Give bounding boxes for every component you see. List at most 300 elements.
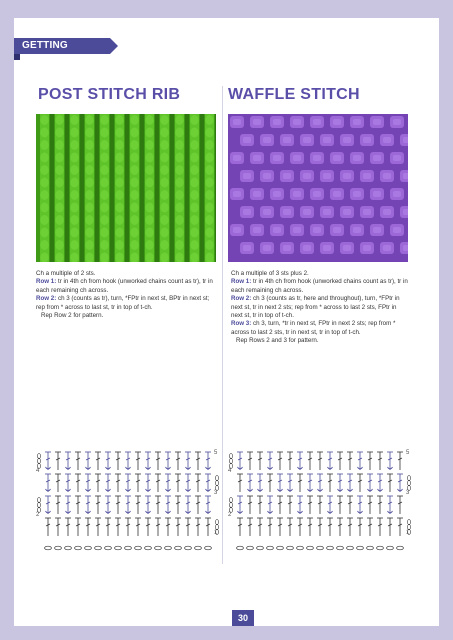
rib-loop	[55, 165, 63, 175]
rib-valley	[80, 114, 84, 262]
frame-right	[439, 0, 453, 640]
rib-loop	[205, 165, 213, 175]
left-title: POST STITCH RIB	[38, 86, 181, 103]
rib-loop	[85, 128, 93, 138]
rib-loop	[160, 228, 168, 238]
chain-stitch	[175, 546, 182, 550]
waffle-highlight	[253, 191, 261, 197]
turning-chain	[407, 481, 410, 486]
rib-loop	[100, 178, 108, 188]
rib-loop	[190, 215, 198, 225]
rib-loop	[115, 153, 123, 163]
waffle-highlight	[343, 245, 351, 251]
rib-loop	[205, 140, 213, 150]
rib-loop	[205, 115, 213, 125]
rib-loop	[55, 128, 63, 138]
chain-stitch	[307, 546, 314, 550]
rib-loop	[160, 115, 168, 125]
rib-loop	[190, 140, 198, 150]
rib-loop	[70, 240, 78, 250]
waffle-highlight	[243, 245, 251, 251]
rib-loop	[115, 190, 123, 200]
right-row-2: Row 2: ch 3 (counts as tr, here and throughout), turn, *FPtr in next st, tr in next 2 sts; rep from * across to last 2 sts, FPtr in next st, tr in top of t-ch.	[231, 295, 400, 320]
waffle-highlight	[373, 191, 381, 197]
waffle-highlight	[293, 119, 301, 125]
waffle-highlight	[293, 155, 301, 161]
chain-stitch	[397, 546, 404, 550]
rib-loop	[160, 165, 168, 175]
chain-stitch	[347, 546, 354, 550]
rib-loop	[145, 153, 153, 163]
waffle-highlight	[383, 137, 391, 143]
rib-loop	[175, 240, 183, 250]
turning-chain	[215, 525, 218, 530]
rib-valley	[215, 114, 216, 262]
rib-valley	[65, 114, 69, 262]
rib-loop	[130, 128, 138, 138]
turning-chain	[229, 503, 232, 508]
chain-stitch	[377, 546, 384, 550]
waffle-highlight	[373, 155, 381, 161]
rib-loop	[70, 215, 78, 225]
rib-loop	[130, 140, 138, 150]
rib-loop	[160, 178, 168, 188]
right-instructions	[231, 270, 409, 346]
frame-bottom	[0, 626, 453, 640]
rib-loop	[130, 203, 138, 213]
rib-loop	[130, 178, 138, 188]
rib-loop	[40, 228, 48, 238]
rib-loop	[115, 140, 123, 150]
waffle-highlight	[243, 137, 251, 143]
rib-loop	[190, 128, 198, 138]
chain-stitch	[257, 546, 264, 550]
rib-valley	[125, 114, 129, 262]
frame-left	[0, 0, 14, 640]
rib-loop	[55, 215, 63, 225]
waffle-highlight	[303, 137, 311, 143]
rib-loop	[115, 128, 123, 138]
waffle-highlight	[233, 227, 241, 233]
waffle-highlight	[353, 191, 361, 197]
rib-loop	[40, 178, 48, 188]
rib-loop	[190, 240, 198, 250]
waffle-highlight	[383, 245, 391, 251]
rib-loop	[175, 140, 183, 150]
rib-loop	[55, 228, 63, 238]
rib-loop	[85, 115, 93, 125]
rib-loop	[70, 115, 78, 125]
chain-stitch	[277, 546, 284, 550]
rib-loop	[70, 128, 78, 138]
rib-loop	[100, 228, 108, 238]
chain-stitch	[95, 546, 102, 550]
chain-stitch	[75, 546, 82, 550]
waffle-highlight	[263, 173, 271, 179]
turning-chain	[37, 498, 40, 503]
chain-stitch	[247, 546, 254, 550]
rib-loop	[160, 190, 168, 200]
rib-loop	[160, 140, 168, 150]
waffle-highlight	[373, 119, 381, 125]
waffle-highlight	[403, 137, 408, 143]
post-stitch-rib-photo	[36, 114, 216, 262]
rib-loop	[145, 165, 153, 175]
rib-valley	[200, 114, 204, 262]
rib-loop	[190, 190, 198, 200]
rib-loop	[100, 240, 108, 250]
rib-loop	[100, 153, 108, 163]
waffle-highlight	[233, 155, 241, 161]
waffle-highlight	[233, 191, 241, 197]
chain-stitch	[55, 546, 62, 550]
chain-stitch	[205, 546, 212, 550]
rib-valley	[170, 114, 174, 262]
rib-loop	[85, 140, 93, 150]
waffle-highlight	[283, 245, 291, 251]
waffle-highlight	[283, 173, 291, 179]
chain-stitch	[115, 546, 122, 550]
rib-loop	[175, 190, 183, 200]
rib-loop	[145, 115, 153, 125]
rib-loop	[55, 115, 63, 125]
waffle-highlight	[293, 227, 301, 233]
rib-loop	[160, 240, 168, 250]
rib-loop	[205, 215, 213, 225]
chain-stitch	[195, 546, 202, 550]
turning-chain	[229, 459, 232, 464]
chain-stitch	[105, 546, 112, 550]
rib-loop	[145, 228, 153, 238]
waffle-highlight	[253, 227, 261, 233]
rib-valley	[155, 114, 159, 262]
chain-stitch	[185, 546, 192, 550]
chain-stitch	[367, 546, 374, 550]
chain-stitch	[65, 546, 72, 550]
rib-loop	[160, 128, 168, 138]
rib-loop	[190, 228, 198, 238]
rib-loop	[190, 203, 198, 213]
turning-chain	[215, 520, 218, 525]
waffle-highlight	[303, 173, 311, 179]
waffle-highlight	[333, 119, 341, 125]
rib-loop	[100, 128, 108, 138]
chain-stitch	[135, 546, 142, 550]
waffle-highlight	[403, 173, 408, 179]
rib-valley	[140, 114, 144, 262]
waffle-highlight	[303, 245, 311, 251]
chain-stitch	[357, 546, 364, 550]
rib-loop	[70, 153, 78, 163]
waffle-highlight	[283, 209, 291, 215]
right-row-3: Row 3: ch 3, turn, *tr in next st, FPtr in next 2 sts; rep from * across to last 2 sts, tr in next st, tr in top of t-ch.	[231, 320, 396, 336]
row-number: 2	[228, 512, 232, 518]
rib-loop	[160, 153, 168, 163]
waffle-highlight	[403, 245, 408, 251]
rib-loop	[100, 203, 108, 213]
rib-loop	[40, 140, 48, 150]
turning-chain	[407, 525, 410, 530]
rib-loop	[175, 128, 183, 138]
waffle-stitch-chart	[226, 446, 412, 556]
waffle-highlight	[253, 119, 261, 125]
waffle-highlight	[233, 119, 241, 125]
waffle-highlight	[303, 209, 311, 215]
rib-loop	[190, 165, 198, 175]
page-number: 30	[232, 610, 254, 626]
right-intro: Ch a multiple of 3 sts plus 2.	[231, 270, 309, 277]
turning-chain	[215, 481, 218, 486]
turning-chain	[37, 459, 40, 464]
rib-loop	[205, 228, 213, 238]
rib-loop	[85, 178, 93, 188]
chain-stitch	[165, 546, 172, 550]
row-number: 5	[406, 450, 410, 456]
rib-loop	[205, 128, 213, 138]
rib-loop	[145, 190, 153, 200]
rib-loop	[115, 228, 123, 238]
rib-loop	[130, 215, 138, 225]
waffle-highlight	[363, 173, 371, 179]
row-number: 2	[36, 512, 40, 518]
turning-chain	[229, 454, 232, 459]
rib-loop	[145, 240, 153, 250]
rib-loop	[205, 153, 213, 163]
waffle-highlight	[273, 119, 281, 125]
rib-loop	[160, 203, 168, 213]
chain-stitch	[155, 546, 162, 550]
rib-loop	[160, 215, 168, 225]
rib-loop	[70, 178, 78, 188]
waffle-highlight	[393, 227, 401, 233]
row-number: 1	[214, 530, 218, 536]
turning-chain	[407, 520, 410, 525]
waffle-highlight	[363, 245, 371, 251]
waffle-highlight	[383, 173, 391, 179]
rib-loop	[175, 115, 183, 125]
rib-valley	[50, 114, 54, 262]
rib-loop	[40, 128, 48, 138]
row-number: 3	[214, 490, 218, 496]
waffle-highlight	[393, 191, 401, 197]
waffle-highlight	[323, 209, 331, 215]
turning-chain	[407, 476, 410, 481]
rib-loop	[100, 140, 108, 150]
waffle-highlight	[393, 119, 401, 125]
rib-loop	[85, 203, 93, 213]
turning-chain	[215, 476, 218, 481]
rib-loop	[40, 190, 48, 200]
rib-loop	[55, 178, 63, 188]
right-row-1: Row 1: tr in 4th ch from hook (unworked chains count as tr), tr in each remaining ch across.	[231, 278, 408, 294]
rib-loop	[100, 215, 108, 225]
rib-loop	[175, 165, 183, 175]
waffle-highlight	[333, 155, 341, 161]
chain-stitch	[317, 546, 324, 550]
waffle-highlight	[343, 209, 351, 215]
rib-loop	[100, 190, 108, 200]
rib-loop	[55, 153, 63, 163]
chain-stitch	[237, 546, 244, 550]
rib-loop	[115, 215, 123, 225]
rib-loop	[130, 165, 138, 175]
rib-loop	[70, 228, 78, 238]
rib-loop	[115, 203, 123, 213]
waffle-highlight	[393, 155, 401, 161]
rib-loop	[70, 203, 78, 213]
section-tag-fold	[14, 54, 20, 60]
row-number: 4	[228, 468, 232, 474]
rib-loop	[55, 190, 63, 200]
rib-loop	[205, 203, 213, 213]
turning-chain	[37, 454, 40, 459]
rib-loop	[190, 178, 198, 188]
rib-loop	[205, 178, 213, 188]
left-repeat: Rep Row 2 for pattern.	[41, 312, 104, 320]
waffle-highlight	[353, 155, 361, 161]
waffle-highlight	[363, 137, 371, 143]
left-row-2: Row 2: ch 3 (counts as tr), turn, *FPtr in next st, BPtr in next st; rep from * across to last st, tr in top of t-ch.	[36, 295, 210, 311]
rib-valley	[110, 114, 114, 262]
rib-loop	[40, 165, 48, 175]
waffle-highlight	[383, 209, 391, 215]
rib-valley	[95, 114, 99, 262]
rib-loop	[70, 190, 78, 200]
rib-loop	[55, 203, 63, 213]
turning-chain	[37, 503, 40, 508]
rib-loop	[85, 165, 93, 175]
rib-loop	[40, 115, 48, 125]
rib-loop	[40, 203, 48, 213]
left-row-1: Row 1: tr in 4th ch from hook (unworked chains count as tr), tr in each remaining ch across.	[36, 278, 213, 294]
rib-loop	[55, 240, 63, 250]
waffle-highlight	[313, 155, 321, 161]
chain-stitch	[297, 546, 304, 550]
rib-loop	[145, 215, 153, 225]
rib-loop	[100, 115, 108, 125]
rib-loop	[70, 165, 78, 175]
waffle-highlight	[323, 173, 331, 179]
frame-top	[0, 0, 453, 18]
waffle-highlight	[273, 191, 281, 197]
rib-loop	[40, 153, 48, 163]
rib-loop	[205, 240, 213, 250]
waffle-highlight	[263, 209, 271, 215]
waffle-highlight	[363, 209, 371, 215]
rib-loop	[190, 153, 198, 163]
waffle-highlight	[273, 155, 281, 161]
waffle-highlight	[243, 173, 251, 179]
rib-loop	[130, 153, 138, 163]
section-tag: GETTING STARTED	[14, 38, 110, 54]
rib-loop	[205, 190, 213, 200]
left-instructions	[36, 270, 216, 320]
column-divider	[222, 86, 223, 564]
rib-loop	[130, 115, 138, 125]
rib-loop	[85, 190, 93, 200]
rib-loop	[145, 203, 153, 213]
waffle-highlight	[243, 209, 251, 215]
right-repeat: Rep Rows 2 and 3 for pattern.	[236, 337, 319, 345]
rib-loop	[175, 203, 183, 213]
rib-loop	[85, 240, 93, 250]
rib-loop	[175, 178, 183, 188]
row-number: 5	[214, 450, 218, 456]
waffle-highlight	[333, 191, 341, 197]
rib-loop	[40, 215, 48, 225]
rib-loop	[190, 115, 198, 125]
rib-loop	[175, 215, 183, 225]
chain-stitch	[145, 546, 152, 550]
chain-stitch	[267, 546, 274, 550]
chain-stitch	[337, 546, 344, 550]
right-title: WAFFLE STITCH	[228, 86, 360, 103]
waffle-highlight	[403, 209, 408, 215]
chain-stitch	[125, 546, 132, 550]
waffle-highlight	[373, 227, 381, 233]
rib-loop	[145, 140, 153, 150]
left-intro: Ch a multiple of 2 sts.	[36, 270, 96, 277]
rib-loop	[40, 240, 48, 250]
chain-stitch	[85, 546, 92, 550]
waffle-highlight	[323, 245, 331, 251]
waffle-highlight	[343, 173, 351, 179]
waffle-highlight	[273, 227, 281, 233]
rib-loop	[145, 178, 153, 188]
chain-stitch	[387, 546, 394, 550]
rib-loop	[175, 228, 183, 238]
waffle-highlight	[353, 119, 361, 125]
rib-loop	[85, 228, 93, 238]
rib-loop	[55, 140, 63, 150]
rib-loop	[130, 228, 138, 238]
waffle-highlight	[313, 227, 321, 233]
rib-loop	[130, 240, 138, 250]
chain-stitch	[45, 546, 52, 550]
chain-stitch	[287, 546, 294, 550]
waffle-highlight	[353, 227, 361, 233]
post-stitch-rib-chart	[34, 446, 220, 556]
waffle-highlight	[343, 137, 351, 143]
waffle-highlight	[333, 227, 341, 233]
rib-loop	[115, 165, 123, 175]
row-number: 1	[406, 530, 410, 536]
waffle-highlight	[263, 137, 271, 143]
row-number: 4	[36, 468, 40, 474]
rib-loop	[70, 140, 78, 150]
chain-stitch	[327, 546, 334, 550]
rib-loop	[115, 115, 123, 125]
rib-loop	[175, 153, 183, 163]
rib-loop	[115, 178, 123, 188]
rib-loop	[145, 128, 153, 138]
waffle-highlight	[313, 191, 321, 197]
waffle-highlight	[313, 119, 321, 125]
rib-loop	[100, 165, 108, 175]
rib-loop	[115, 240, 123, 250]
rib-loop	[85, 215, 93, 225]
rib-loop	[85, 153, 93, 163]
rib-valley	[185, 114, 189, 262]
turning-chain	[229, 498, 232, 503]
waffle-stitch-photo	[228, 114, 408, 262]
row-number: 3	[406, 490, 410, 496]
waffle-highlight	[283, 137, 291, 143]
waffle-highlight	[293, 191, 301, 197]
rib-loop	[130, 190, 138, 200]
waffle-highlight	[253, 155, 261, 161]
waffle-highlight	[323, 137, 331, 143]
